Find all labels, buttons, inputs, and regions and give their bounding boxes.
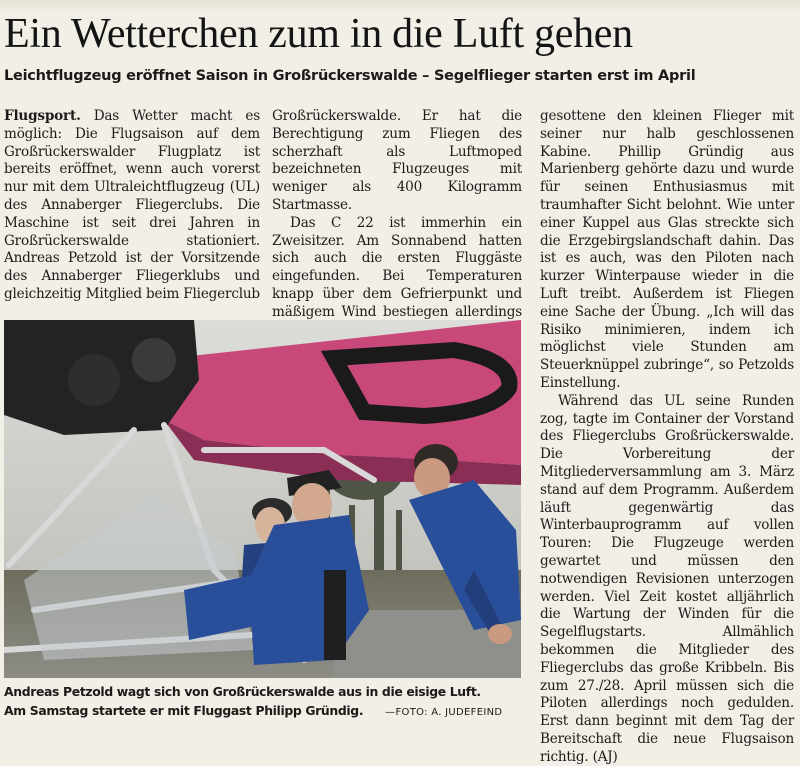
- column-2-paragraph-1: Großrückerswalde. Er hat die Berechtigung zum Fliegen des scherzhaft als Luftmoped bezeichneten Flugzeuges mit weniger als 400 Kilogramm Startmasse.: [272, 108, 522, 213]
- article-column-1: [4, 108, 260, 304]
- headline: Ein Wetterchen zum in die Luft gehen: [4, 11, 633, 57]
- article-column-2: [272, 108, 522, 339]
- article-column-3: [540, 108, 794, 766]
- wheel-fairing: [324, 570, 346, 660]
- column-1-text: Das Wetter macht es möglich: Die Flugsaison auf dem Großrückerswalder Flugplatz ist bereits eröffnet, wenn auch vorerst nur mit dem Ultraleichtflugzeug (UL) des Annaberger Fliegerclubs. Die Maschine ist seit drei Jahren in Großrückerswalde stationiert. Andreas Petzold ist der Vorsitzende des Annaberger Fliegerklubs und gleichzeitig Mitglied beim Fliegerclub: [4, 108, 260, 302]
- article-photo: [4, 320, 521, 678]
- photo-caption: [4, 682, 524, 722]
- engine-part: [132, 338, 176, 382]
- caption-line-2: [4, 701, 524, 722]
- column-3-paragraph-1: gesottene den kleinen Flieger mit seiner nur halb geschlossenen Kabine. Phillip Gründig aus Marienberg gehörte dazu und wurde für seinen Enthusiasmus mit traumhafter Sicht belohnt. Wie unter einer Kuppel aus Glas streckte sich die Erzgebirgslandschaft dahin. Das ist es auch, was den Piloten nach kurzer Winterpause wieder in die Luft treibt. Außerdem ist Fliegen eine Sache der Übung. „Ich will das Risiko minimieren, indem ich möglichst viele Stunden am Steuerknüppel zubringe“, so Petzolds Einstellung.: [540, 108, 794, 391]
- subheadline: Leichtflugzeug eröffnet Saison in Großrückerswalde – Segelflieger starten erst im April: [4, 68, 696, 84]
- column-3-paragraph-2: Während das UL seine Runden zog, tagte im Container der Vorstand des Fliegerclubs Großrückerswalde. Die Vorbereitung der Mitgliederversammlung am 3. März stand auf dem Programm. Außerdem läuft gegenwärtig das Winterbauprogramm auf vollen Touren: Die Flugzeuge werden gewartet und müssen den notwendigen Revisionen unterzogen werden. Viel Zeit kostet alljährlich die Wartung der Winden für die Segelflugstarts. Allmählich bekommen die Mitglieder des Fliegerclubs das große Kribbeln. Bis zum 27./28. April müssen sich die Piloten allerdings noch gedulden. Erst dann beginnt mit dem Tag der Bereitschaft die neue Flugsaison richtig. (AJ): [540, 392, 794, 765]
- column-1-paragraph: [4, 108, 260, 304]
- column-2-paragraph-2: Das C 22 ist immerhin ein Zweisitzer. Am Sonnabend hatten sich auch die ersten Fluggäste eingefunden. Bei Temperaturen knapp über dem Gefrierpunkt und mäßigem Wind bestiegen allerdings: [272, 214, 522, 320]
- caption-line-1: Andreas Petzold wagt sich von Großrückerswalde aus in die eisige Luft.: [4, 684, 481, 699]
- caption-line-2-text: Am Samstag startete er mit Fluggast Philipp Gründig.: [4, 703, 364, 718]
- lead-word: Flugsport.: [4, 108, 81, 124]
- photo-credit: —FOTO: A. JUDEFEIND: [385, 707, 503, 718]
- engine-part: [68, 354, 120, 406]
